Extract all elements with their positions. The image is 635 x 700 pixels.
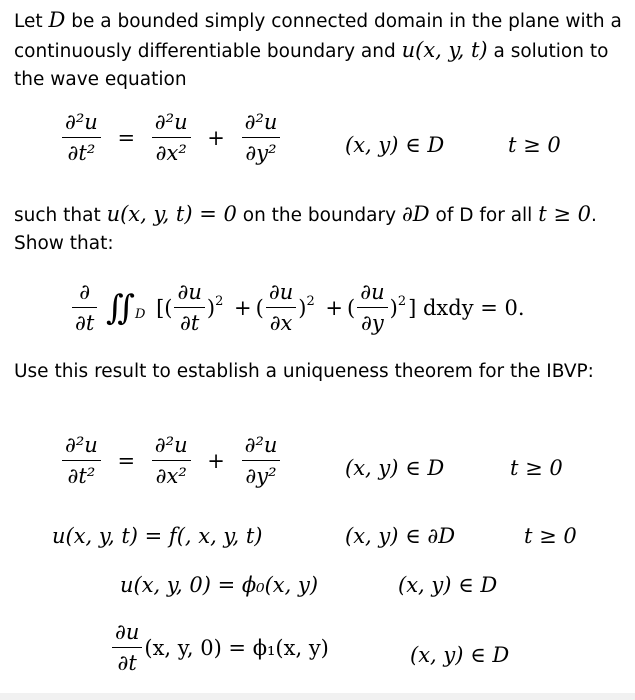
- ibvp-initial-velocity: $\frac{\partial u}{\partial t}$ (x, y, 0) = ϕ₁(x, y): [110, 620, 329, 675]
- domain-symbol: D: [48, 8, 66, 32]
- solution-expression: u(x, y, t): [401, 38, 488, 62]
- boundary-condition-paragraph: such that u(x, y, t) = 0 on the boundary ∂D of D for all t ≥ 0. Show that:: [14, 202, 597, 254]
- energy-identity: $\frac{\partial}{\partial t}$ $∬_D$ [( $\frac{\partial u}{\partial t}$ )$^2$ + ( $\frac{\partial u}{\partial x}$ )$^2$ + ( $\frac{\partial u}{\partial y}$ )$^2$] dxdy = 0.: [70, 280, 525, 335]
- time-condition: t ≥ 0: [538, 202, 591, 226]
- intro-text-1: Let: [14, 11, 49, 32]
- boundary-symbol: ∂D: [401, 202, 430, 226]
- ibvp-initial-displacement: u(x, y, 0) = ϕ₀(x, y): [120, 573, 319, 597]
- uniqueness-paragraph: Use this result to establish a uniqueness theorem for the IBVP:: [14, 361, 594, 382]
- ibvp-domain-condition-3: (x, y) ∈ D: [398, 573, 498, 597]
- wave-equation: [60, 110, 282, 165]
- fraction-d-dt: $\frac{\partial}{\partial t}$: [72, 280, 97, 335]
- ibvp-domain-condition-1: (x, y) ∈ D: [345, 456, 445, 480]
- fraction-du-dy: $\frac{\partial u}{\partial y}$: [357, 280, 387, 335]
- fraction-du-dt: $\frac{\partial u}{\partial t}$: [174, 280, 204, 335]
- double-integral-symbol: ∬: [106, 287, 135, 328]
- ibvp-time-condition-2: t ≥ 0: [524, 524, 577, 548]
- fraction-d2u-dy2: $\frac{\text{∂²u}}{\text{∂y²}}$: [242, 110, 281, 165]
- bottom-strip: [0, 693, 635, 700]
- time-condition: t ≥ 0: [508, 133, 561, 157]
- intro-text-3: a solution to the wave equation: [14, 41, 609, 90]
- energy-tail: ] dxdy = 0.: [408, 295, 525, 320]
- fraction-du-dx: $\frac{\partial u}{\partial x}$: [266, 280, 296, 335]
- plus-sign: +: [207, 125, 225, 150]
- ibvp-domain-condition-2: (x, y) ∈ ∂D: [345, 524, 456, 548]
- ibvp-domain-condition-4: (x, y) ∈ D: [410, 643, 510, 667]
- boundary-condition: u(x, y, t) = 0: [106, 202, 237, 226]
- intro-text-2: be a bounded simply connected domain in the plane with a continuously differentiable boundary and: [14, 11, 622, 62]
- domain-condition: (x, y) ∈ D: [345, 133, 445, 157]
- ibvp-boundary-equation: u(x, y, t) = f(, x, y, t): [52, 524, 263, 548]
- integral-domain: D: [134, 307, 146, 323]
- fraction-d2u-dx2: $\frac{\text{∂²u}}{\text{∂x²}}$: [152, 110, 191, 165]
- ibvp-wave-equation: $\frac{\text{∂²u}}{\text{∂t²}}$ = $\frac{\text{∂²u}}{\text{∂x²}}$ + $\frac{\text{∂²u}}{\text{∂y²}}$: [60, 433, 282, 488]
- fraction-d2u-dt2: $\frac{\text{∂²u}}{\text{∂t²}}$: [62, 110, 101, 165]
- ibvp-time-condition-1: t ≥ 0: [510, 456, 563, 480]
- equals-sign: =: [117, 125, 136, 150]
- intro-paragraph: [14, 6, 624, 94]
- fraction-du-dt: $\frac{\partial u}{\partial t}$: [112, 620, 142, 675]
